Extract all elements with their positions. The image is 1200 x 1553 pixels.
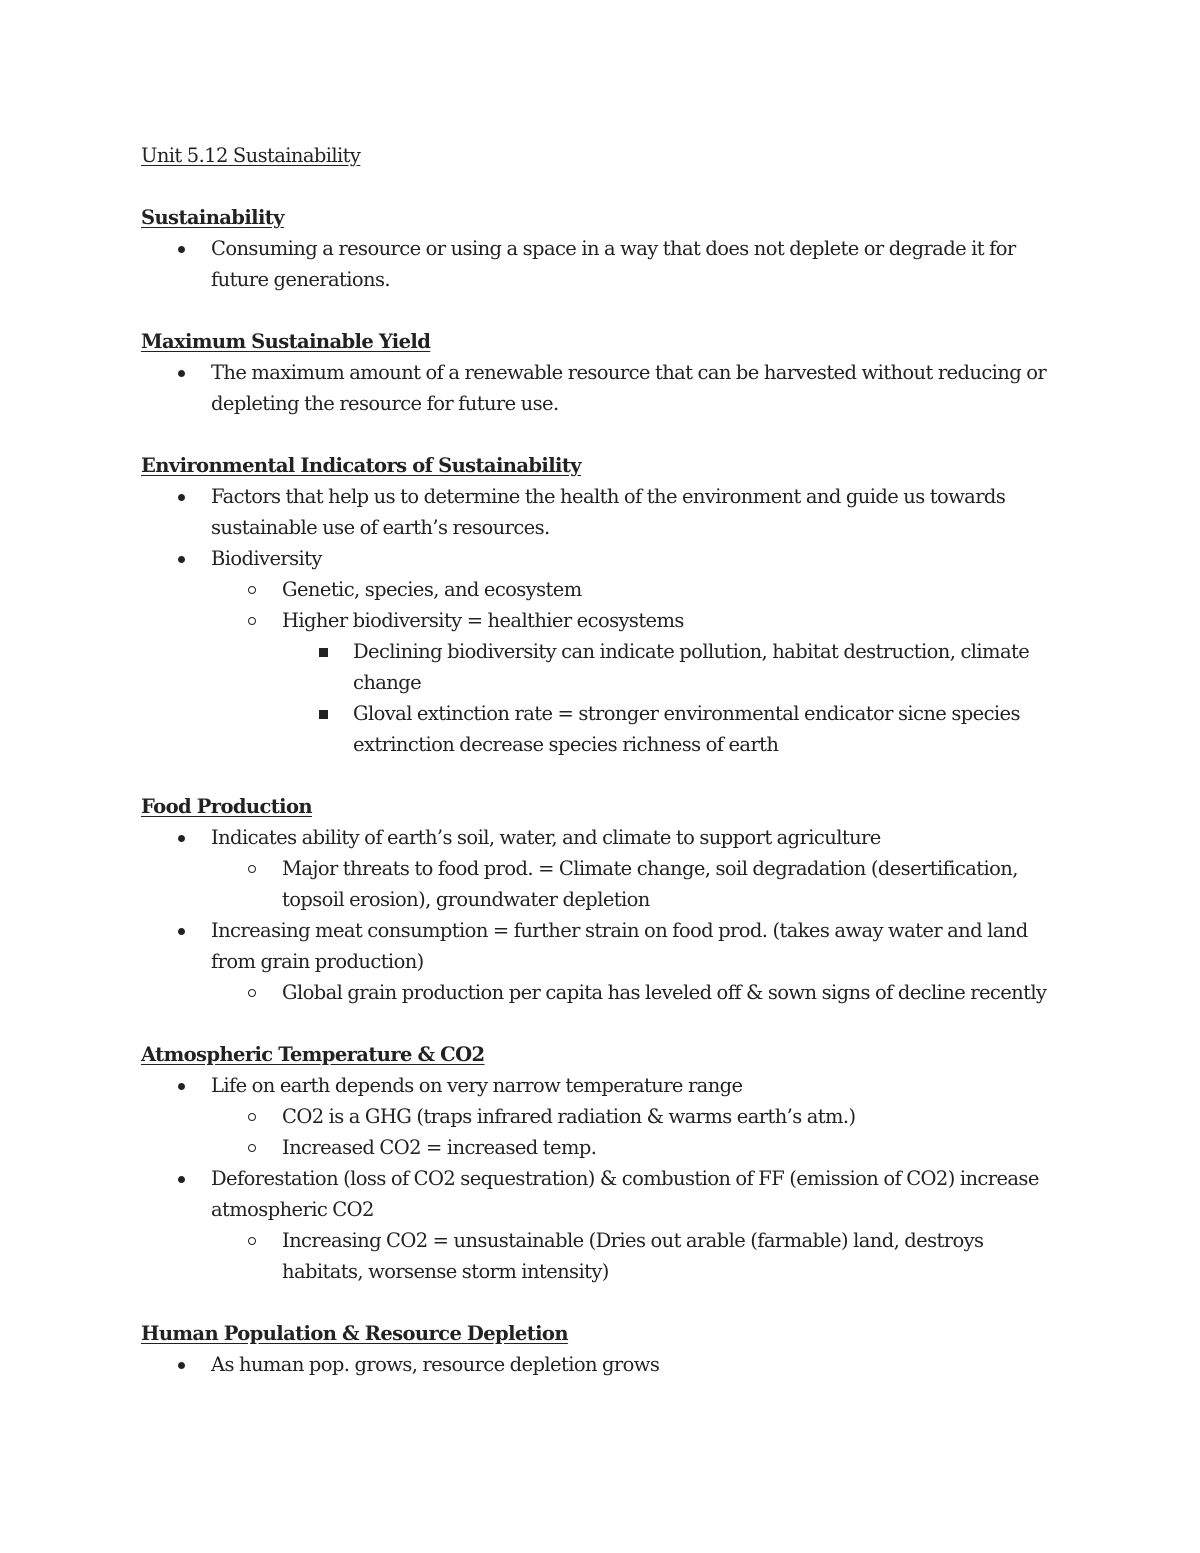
bullet-square-icon xyxy=(319,698,331,729)
bullet-text: Factors that help us to determine the health of the environment and guide us towards sustainable use of earth’s resources. xyxy=(211,485,1006,539)
sub-bullet-item xyxy=(211,977,1061,1008)
bullet-text: Consuming a resource or using a space in a way that does not deplete or degrade it for future generations. xyxy=(211,237,1016,291)
page-title: Unit 5.12 Sustainability xyxy=(141,144,361,167)
bullet-item xyxy=(141,915,1061,1008)
bullet-circle-icon xyxy=(248,1101,260,1132)
section-heading: Environmental Indicators of Sustainability xyxy=(141,454,581,477)
bullet-list xyxy=(141,1349,1061,1380)
bullet-circle-icon xyxy=(248,605,260,636)
bullet-text: As human pop. grows, resource depletion grows xyxy=(211,1353,660,1376)
section-food-production xyxy=(141,791,1061,1008)
bullet-text: The maximum amount of a renewable resource that can be harvested without reducing or depleting the resource for future use. xyxy=(211,361,1047,415)
sub-sub-bullet-item xyxy=(282,698,1061,760)
sub-bullet-list xyxy=(211,853,1061,915)
bullet-dot-icon xyxy=(177,1163,189,1194)
bullet-list xyxy=(141,822,1061,1008)
sub-bullet-text: Higher biodiversity = healthier ecosystems xyxy=(282,609,684,632)
sub-bullet-list xyxy=(211,1225,1061,1287)
bullet-text: Indicates ability of earth’s soil, water, and climate to support agriculture xyxy=(211,826,881,849)
sub-bullet-item xyxy=(211,1101,1061,1132)
bullet-list xyxy=(141,233,1061,295)
bullet-item xyxy=(141,543,1061,760)
bullet-circle-icon xyxy=(248,853,260,884)
bullet-dot-icon xyxy=(177,543,189,574)
bullet-item xyxy=(141,481,1061,543)
sub-bullet-list xyxy=(211,574,1061,760)
sub-bullet-text: Increased CO2 = increased temp. xyxy=(282,1136,597,1159)
sub-sub-bullet-item xyxy=(282,636,1061,698)
sub-bullet-item xyxy=(211,1132,1061,1163)
bullet-item xyxy=(141,1349,1061,1380)
sub-sub-bullet-text: Declining biodiversity can indicate pollution, habitat destruction, climate change xyxy=(353,640,1030,694)
bullet-text: Biodiversity xyxy=(211,547,322,570)
sub-sub-bullet-list xyxy=(282,636,1061,760)
bullet-dot-icon xyxy=(177,1070,189,1101)
bullet-circle-icon xyxy=(248,1132,260,1163)
sub-bullet-text: CO2 is a GHG (traps infrared radiation & warms earth’s atm.) xyxy=(282,1105,856,1128)
sub-bullet-text: Global grain production per capita has leveled off & sown signs of decline recently xyxy=(282,981,1047,1004)
bullet-text: Life on earth depends on very narrow temperature range xyxy=(211,1074,743,1097)
bullet-text: Increasing meat consumption = further strain on food prod. (takes away water and land from grain production) xyxy=(211,919,1028,973)
sub-bullet-list xyxy=(211,977,1061,1008)
section-maximum-sustainable-yield xyxy=(141,326,1061,419)
bullet-dot-icon xyxy=(177,1349,189,1380)
section-human-population xyxy=(141,1318,1061,1380)
section-heading: Atmospheric Temperature & CO2 xyxy=(141,1043,485,1066)
bullet-list xyxy=(141,481,1061,760)
bullet-list xyxy=(141,357,1061,419)
bullet-dot-icon xyxy=(177,915,189,946)
bullet-dot-icon xyxy=(177,357,189,388)
bullet-circle-icon xyxy=(248,977,260,1008)
bullet-circle-icon xyxy=(248,1225,260,1256)
bullet-text: Deforestation (loss of CO2 sequestration) & combustion of FF (emission of CO2) increase atmospheric CO2 xyxy=(211,1167,1039,1221)
bullet-square-icon xyxy=(319,636,331,667)
section-heading: Maximum Sustainable Yield xyxy=(141,330,431,353)
section-atmospheric-temperature xyxy=(141,1039,1061,1287)
sub-bullet-list xyxy=(211,1101,1061,1163)
bullet-dot-icon xyxy=(177,233,189,264)
bullet-list xyxy=(141,1070,1061,1287)
bullet-dot-icon xyxy=(177,822,189,853)
section-environmental-indicators xyxy=(141,450,1061,760)
sub-bullet-text: Major threats to food prod. = Climate change, soil degradation (desertification, topsoil erosion), groundwater depletion xyxy=(282,857,1018,911)
bullet-dot-icon xyxy=(177,481,189,512)
sub-bullet-item xyxy=(211,1225,1061,1287)
sub-bullet-item xyxy=(211,574,1061,605)
sub-bullet-text: Genetic, species, and ecosystem xyxy=(282,578,582,601)
document-body xyxy=(141,140,1061,1411)
sub-bullet-text: Increasing CO2 = unsustainable (Dries out arable (farmable) land, destroys habitats, worsense storm intensity) xyxy=(282,1229,984,1283)
sub-bullet-item xyxy=(211,853,1061,915)
bullet-item xyxy=(141,1163,1061,1287)
sub-sub-bullet-text: Gloval extinction rate = stronger environmental endicator sicne species extrinction decrease species richness of earth xyxy=(353,702,1020,756)
bullet-item xyxy=(141,357,1061,419)
section-heading: Food Production xyxy=(141,795,312,818)
bullet-item xyxy=(141,822,1061,915)
section-heading: Sustainability xyxy=(141,206,284,229)
bullet-circle-icon xyxy=(248,574,260,605)
bullet-item xyxy=(141,233,1061,295)
bullet-item xyxy=(141,1070,1061,1163)
section-heading: Human Population & Resource Depletion xyxy=(141,1322,568,1345)
section-sustainability xyxy=(141,202,1061,295)
sub-bullet-item xyxy=(211,605,1061,760)
